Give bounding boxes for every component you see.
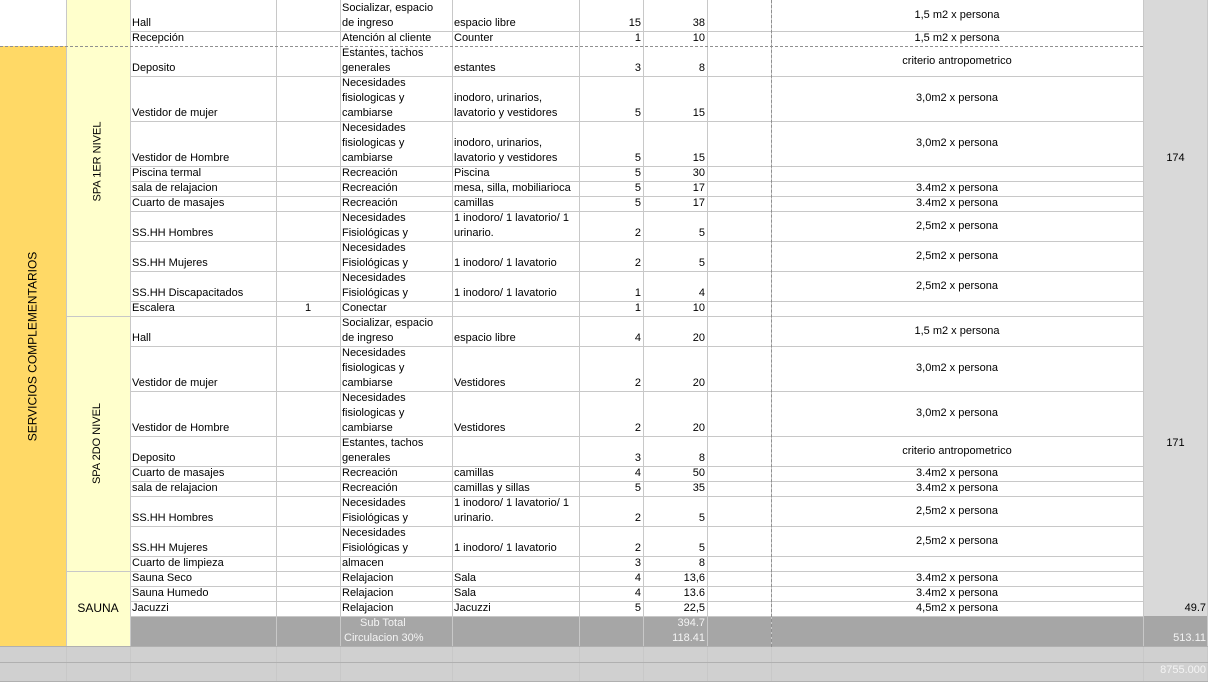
- activity-cell: Conectar: [342, 302, 387, 314]
- criteria-cell: 2,5m2 x persona: [916, 219, 998, 232]
- furniture-cell: Piscina: [454, 167, 490, 179]
- criteria-cell: 2,5m2 x persona: [916, 279, 998, 292]
- room-name-cell: Vestidor de Hombre: [132, 152, 230, 164]
- users-cell: 4: [634, 572, 641, 584]
- users-cell: 4: [634, 332, 641, 344]
- furniture-cell: inodoro, urinarios, lavatorio y vestidores: [454, 92, 558, 119]
- room-name-cell: SS.HH Discapacitados: [132, 287, 244, 299]
- subtotal-value: 394.7: [677, 617, 705, 629]
- room-name-cell: Piscina termal: [132, 167, 202, 179]
- area-cell: 30: [692, 167, 705, 179]
- furniture-cell: estantes: [454, 62, 496, 74]
- area-cell: 17: [692, 182, 705, 194]
- room-name-cell: Sauna Humedo: [132, 587, 209, 599]
- grand-total: 8755.000: [1160, 664, 1206, 676]
- criteria-cell: [771, 556, 1143, 571]
- furniture-cell: camillas: [454, 197, 494, 209]
- activity-cell: Necesidades fisiologicas y cambiarse: [342, 122, 406, 164]
- users-cell: 5: [634, 197, 641, 209]
- activity-cell: Estantes, tachos generales: [342, 437, 424, 464]
- criteria-cell: 1,5 m2 x persona: [914, 324, 1000, 337]
- furniture-cell: 1 inodoro/ 1 lavatorio/ 1 urinario.: [454, 212, 569, 239]
- activity-cell: Estantes, tachos generales: [342, 47, 424, 74]
- grouping-value: 1: [304, 302, 312, 314]
- furniture-cell: [452, 436, 579, 466]
- subsection-label-spa2: [66, 316, 130, 571]
- subsection-label-sauna: SAUNA: [77, 601, 119, 615]
- criteria-cell: 3.4m2 x persona: [916, 482, 998, 494]
- criteria-cell: 2,5m2 x persona: [916, 249, 998, 262]
- activity-cell: Recreación: [342, 182, 398, 194]
- activity-cell: Recreación: [342, 197, 398, 209]
- criteria-cell: 3,0m2 x persona: [916, 362, 998, 374]
- section-band-top: [0, 0, 66, 46]
- criteria-cell: 1,5 m2 x persona: [914, 32, 1000, 44]
- furniture-cell: camillas y sillas: [454, 482, 530, 494]
- section-label: [0, 46, 66, 647]
- users-cell: 5: [634, 602, 641, 614]
- activity-cell: Socializar, espacio de ingreso: [342, 317, 434, 344]
- room-name-cell: Vestidor de Hombre: [132, 422, 230, 434]
- room-name-cell: Hall: [132, 332, 151, 344]
- room-name-cell: Deposito: [132, 62, 176, 74]
- area-cell: 50: [692, 467, 705, 479]
- users-cell: 2: [634, 512, 641, 524]
- room-name-cell: Vestidor de mujer: [132, 377, 218, 389]
- subsection-label-spa1: [66, 46, 130, 276]
- room-name-cell: Recepción: [132, 32, 184, 44]
- users-cell: 5: [634, 167, 641, 179]
- criteria-cell: criterio antropometrico: [902, 444, 1012, 457]
- furniture-cell: camillas: [454, 467, 494, 479]
- room-name-cell: Vestidor de mujer: [132, 107, 218, 119]
- furniture-cell: [452, 556, 579, 571]
- area-cell: 4: [698, 287, 705, 299]
- activity-cell: Necesidades Fisiológicas y: [342, 497, 409, 524]
- spa2-total: 171: [1166, 437, 1185, 449]
- furniture-cell: Sala: [454, 587, 477, 599]
- furniture-cell: espacio libre: [454, 332, 516, 344]
- criteria-cell: 3.4m2 x persona: [916, 467, 998, 479]
- users-cell: 1: [634, 302, 641, 314]
- column-divider: [276, 0, 277, 682]
- room-name-cell: Cuarto de limpieza: [132, 557, 224, 569]
- criteria-cell: 3.4m2 x persona: [916, 182, 998, 194]
- activity-cell: Necesidades fisiologicas y cambiarse: [342, 77, 406, 119]
- room-name-cell: Sauna Seco: [132, 572, 192, 584]
- users-cell: 2: [634, 377, 641, 389]
- users-cell: 5: [634, 107, 641, 119]
- subsection-label-text: SPA 1ER NIVEL: [91, 121, 104, 201]
- area-cell: 15: [692, 152, 705, 164]
- users-cell: 1: [634, 287, 641, 299]
- subsection-band-top: [66, 0, 130, 46]
- users-cell: 2: [634, 257, 641, 269]
- area-cell: 8: [698, 557, 705, 569]
- room-name-cell: sala de relajacion: [132, 182, 218, 194]
- subtotal-label: Sub Total: [360, 617, 406, 629]
- room-name-cell: SS.HH Mujeres: [132, 542, 208, 554]
- users-cell: 5: [634, 182, 641, 194]
- activity-cell: Necesidades fisiologicas y cambiarse: [342, 392, 406, 434]
- users-cell: 1: [634, 32, 641, 44]
- criteria-cell: [771, 301, 1143, 316]
- criteria-cell: 3,0m2 x persona: [916, 137, 998, 149]
- area-cell: 20: [692, 422, 705, 434]
- area-cell: 5: [698, 257, 705, 269]
- activity-cell: Necesidades Fisiológicas y: [342, 242, 409, 269]
- column-divider: [707, 0, 708, 682]
- users-cell: 2: [634, 542, 641, 554]
- users-cell: 5: [634, 482, 641, 494]
- room-name-cell: Jacuzzi: [132, 602, 169, 614]
- column-divider: [1143, 0, 1144, 682]
- furniture-cell: inodoro, urinarios, lavatorio y vestidores: [454, 137, 558, 164]
- circulation-label: Circulacion 30%: [344, 632, 424, 644]
- furniture-cell: espacio libre: [454, 17, 516, 29]
- activity-cell: Relajacion: [342, 587, 394, 599]
- criteria-cell: 3,0m2 x persona: [916, 407, 998, 419]
- users-cell: 2: [634, 422, 641, 434]
- area-cell: 17: [692, 197, 705, 209]
- area-cell: 35: [692, 482, 705, 494]
- total-column: [1143, 0, 1208, 616]
- activity-cell: Atención al cliente: [342, 32, 432, 44]
- area-cell: 10: [692, 32, 705, 44]
- row-divider: [66, 571, 130, 572]
- furniture-cell: Counter: [454, 32, 494, 44]
- criteria-cell: criterio antropometrico: [902, 54, 1012, 67]
- furniture-cell: [452, 301, 579, 316]
- section-label-text: SERVICIOS COMPLEMENTARIOS: [25, 251, 40, 442]
- users-cell: 3: [634, 452, 641, 464]
- room-name-cell: sala de relajacion: [132, 482, 218, 494]
- area-cell: 10: [692, 302, 705, 314]
- footer-band: [0, 647, 1208, 682]
- area-cell: 20: [692, 332, 705, 344]
- criteria-cell: 1,5 m2 x persona: [914, 9, 1000, 21]
- users-cell: 5: [634, 152, 641, 164]
- room-name-cell: Hall: [132, 17, 151, 29]
- room-name-cell: Cuarto de masajes: [132, 467, 225, 479]
- furniture-cell: Vestidores: [454, 422, 506, 434]
- criteria-cell: 2,5m2 x persona: [916, 504, 998, 517]
- activity-cell: Recreación: [342, 467, 398, 479]
- furniture-cell: 1 inodoro/ 1 lavatorio: [454, 542, 557, 554]
- area-cell: 22,5: [683, 602, 705, 614]
- activity-cell: almacen: [342, 557, 384, 569]
- area-cell: 13.6: [683, 587, 705, 599]
- activity-cell: Recreación: [342, 482, 398, 494]
- furniture-cell: mesa, silla, mobiliarioca: [454, 182, 571, 194]
- users-cell: 15: [628, 17, 641, 29]
- room-name-cell: SS.HH Hombres: [132, 227, 214, 239]
- room-name-cell: SS.HH Mujeres: [132, 257, 208, 269]
- activity-cell: Recreación: [342, 167, 398, 179]
- subsection-label-text: SPA 2DO NIVEL: [91, 402, 104, 485]
- criteria-cell: 3,0m2 x persona: [916, 92, 998, 104]
- users-cell: 3: [634, 62, 641, 74]
- row-divider: [130, 616, 1143, 617]
- room-name-cell: Deposito: [132, 452, 176, 464]
- section-total: 513.11: [1173, 632, 1206, 644]
- sauna-total: 49.7: [1184, 602, 1206, 614]
- spa1-total: 174: [1166, 152, 1185, 164]
- users-cell: 3: [634, 557, 641, 569]
- furniture-cell: 1 inodoro/ 1 lavatorio/ 1 urinario.: [454, 497, 569, 524]
- area-cell: 15: [692, 107, 705, 119]
- furniture-cell: Jacuzzi: [454, 602, 491, 614]
- furniture-cell: Sala: [454, 572, 477, 584]
- activity-cell: Relajacion: [342, 602, 394, 614]
- area-cell: 8: [698, 452, 705, 464]
- furniture-cell: 1 inodoro/ 1 lavatorio: [454, 257, 557, 269]
- users-cell: 4: [634, 467, 641, 479]
- activity-cell: Necesidades Fisiológicas y: [342, 527, 409, 554]
- area-cell: 38: [692, 17, 705, 29]
- activity-cell: Relajacion: [342, 572, 394, 584]
- furniture-cell: Vestidores: [454, 377, 506, 389]
- users-cell: 2: [634, 227, 641, 239]
- criteria-cell: [771, 166, 1143, 181]
- row-divider: [0, 646, 1208, 647]
- activity-cell: Necesidades Fisiológicas y: [342, 212, 409, 239]
- criteria-cell: 2,5m2 x persona: [916, 534, 998, 547]
- activity-cell: Necesidades fisiologicas y cambiarse: [342, 347, 406, 389]
- area-cell: 13,6: [683, 572, 705, 584]
- area-cell: 5: [698, 542, 705, 554]
- criteria-cell: 3.4m2 x persona: [916, 197, 998, 209]
- area-cell: 8: [698, 62, 705, 74]
- criteria-cell: 4,5m2 x persona: [916, 602, 998, 614]
- room-name-cell: Escalera: [132, 302, 175, 314]
- area-cell: 5: [698, 512, 705, 524]
- criteria-cell: 3.4m2 x persona: [916, 587, 998, 599]
- area-cell: 20: [692, 377, 705, 389]
- room-name-cell: Cuarto de masajes: [132, 197, 225, 209]
- row-divider: [0, 662, 1208, 663]
- activity-cell: Necesidades Fisiológicas y: [342, 272, 409, 299]
- furniture-cell: 1 inodoro/ 1 lavatorio: [454, 287, 557, 299]
- criteria-cell: 3.4m2 x persona: [916, 572, 998, 584]
- area-cell: 5: [698, 227, 705, 239]
- users-cell: 4: [634, 587, 641, 599]
- activity-cell: Socializar, espacio de ingreso: [342, 2, 434, 29]
- room-name-cell: SS.HH Hombres: [132, 512, 214, 524]
- circulation-value: 118.41: [672, 632, 705, 644]
